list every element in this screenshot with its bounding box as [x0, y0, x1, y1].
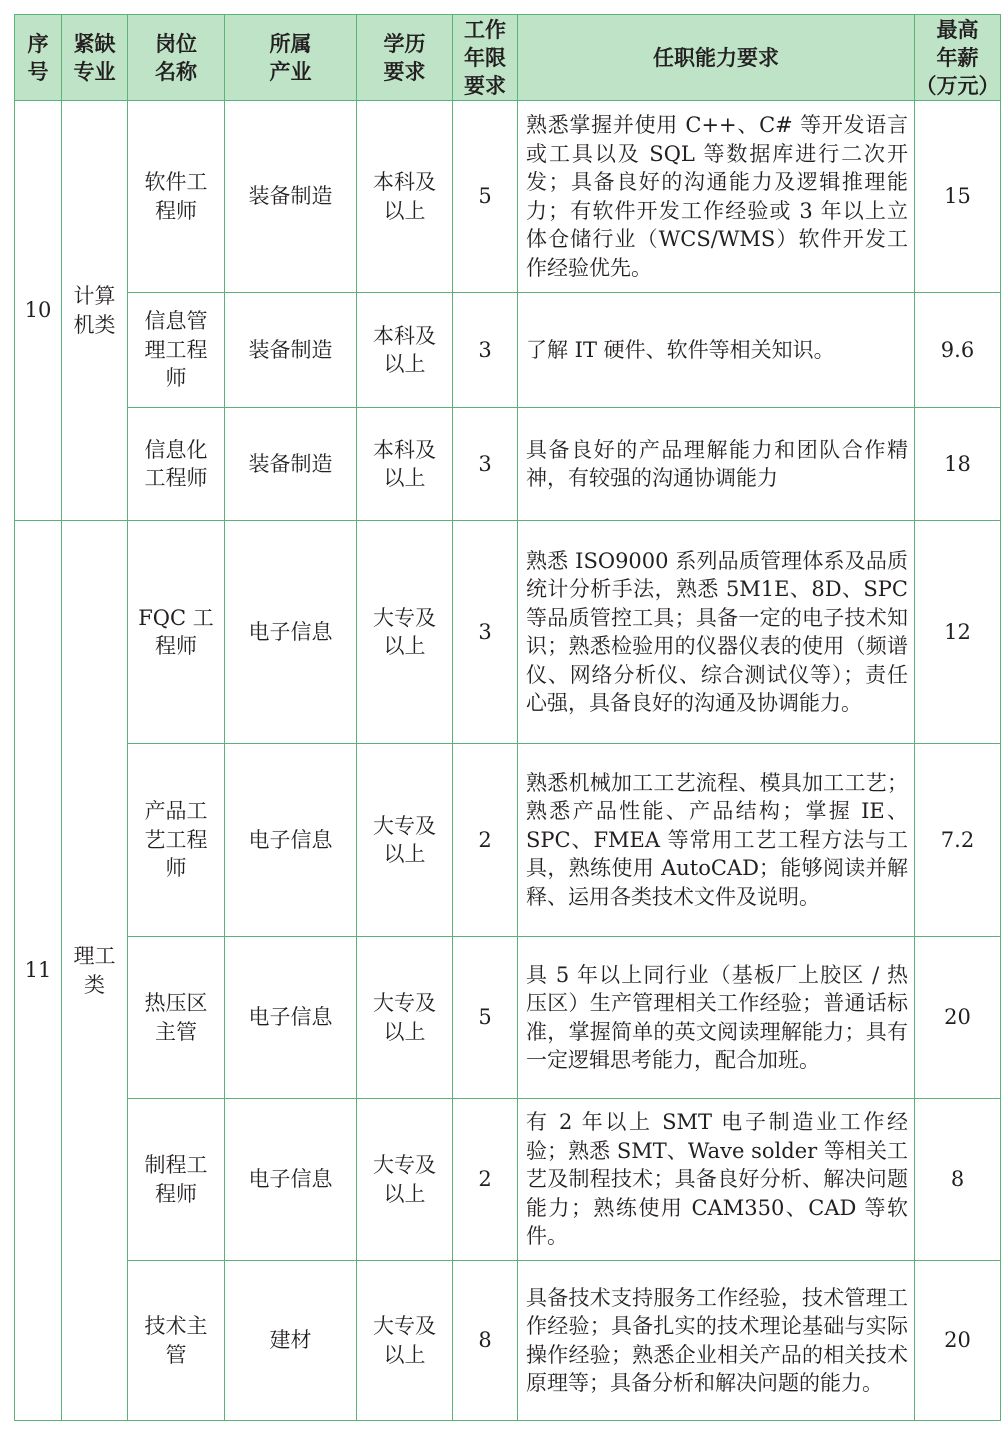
requirements-cell: 了解 IT 硬件、软件等相关知识。 — [518, 293, 915, 408]
years-cell: 3 — [453, 408, 518, 521]
major-cell: 计算 机类 — [62, 101, 128, 521]
years-cell: 5 — [453, 101, 518, 293]
table-row — [15, 744, 1001, 937]
salary-cell: 7.2 — [915, 744, 1001, 937]
table-row — [15, 521, 1001, 744]
industry-cell: 建材 — [225, 1261, 357, 1421]
industry-cell: 电子信息 — [225, 521, 357, 744]
salary-cell: 12 — [915, 521, 1001, 744]
salary-cell: 8 — [915, 1099, 1001, 1261]
education-cell: 大专及 以上 — [357, 1099, 453, 1261]
requirements-cell: 熟悉机械加工工艺流程、模具加工工艺；熟悉产品性能、产品结构；掌握 IE、SPC、FMEA 等常用工艺工程方法与工具，熟练使用 AutoCAD；能够阅读并解释、运用各类技术文件及说明。 — [518, 744, 915, 937]
header-position: 岗位 名称 — [128, 15, 225, 101]
years-cell: 2 — [453, 744, 518, 937]
header-industry: 所属 产业 — [225, 15, 357, 101]
header-major: 紧缺 专业 — [62, 15, 128, 101]
years-cell: 3 — [453, 293, 518, 408]
years-cell: 5 — [453, 937, 518, 1099]
industry-cell: 装备制造 — [225, 293, 357, 408]
seq-cell: 11 — [15, 521, 62, 1421]
years-cell: 2 — [453, 1099, 518, 1261]
requirements-cell: 有 2 年以上 SMT 电子制造业工作经验；熟悉 SMT、Wave solder 等相关工艺及制程技术；具备良好分析、解决问题能力；熟练使用 CAM350、CAD 等软件。 — [518, 1099, 915, 1261]
job-requirements-table — [14, 14, 1001, 1421]
requirements-cell: 熟悉掌握并使用 C++、C# 等开发语言或工具以及 SQL 等数据库进行二次开发；具备良好的沟通能力及逻辑推理能力；有软件开发工作经验或 3 年以上立体仓储行业（WCS/WMS）软件开发工作经验优先。 — [518, 101, 915, 293]
education-cell: 本科及 以上 — [357, 408, 453, 521]
salary-cell: 15 — [915, 101, 1001, 293]
table-row — [15, 937, 1001, 1099]
header-years: 工作 年限 要求 — [453, 15, 518, 101]
salary-cell: 9.6 — [915, 293, 1001, 408]
industry-cell: 电子信息 — [225, 1099, 357, 1261]
requirements-cell: 具 5 年以上同行业（基板厂上胶区 / 热压区）生产管理相关工作经验；普通话标准，掌握简单的英文阅读理解能力；具有一定逻辑思考能力，配合加班。 — [518, 937, 915, 1099]
table-row — [15, 293, 1001, 408]
seq-cell: 10 — [15, 101, 62, 521]
requirements-cell: 熟悉 ISO9000 系列品质管理体系及品质统计分析手法，熟悉 5M1E、8D、SPC 等品质管控工具；具备一定的电子技术知识；熟悉检验用的仪器仪表的使用（频谱仪、网络分析仪、综合测试仪等）；责任心强，具备良好的沟通及协调能力。 — [518, 521, 915, 744]
position-cell: 信息化 工程师 — [128, 408, 225, 521]
education-cell: 本科及 以上 — [357, 101, 453, 293]
requirements-cell: 具备技术支持服务工作经验，技术管理工作经验；具备扎实的技术理论基础与实际操作经验；熟悉企业相关产品的相关技术原理等；具备分析和解决问题的能力。 — [518, 1261, 915, 1421]
education-cell: 大专及 以上 — [357, 937, 453, 1099]
header-seq: 序 号 — [15, 15, 62, 101]
header-education: 学历 要求 — [357, 15, 453, 101]
position-cell: 热压区 主管 — [128, 937, 225, 1099]
industry-cell: 装备制造 — [225, 408, 357, 521]
industry-cell: 装备制造 — [225, 101, 357, 293]
years-cell: 3 — [453, 521, 518, 744]
industry-cell: 电子信息 — [225, 744, 357, 937]
years-cell: 8 — [453, 1261, 518, 1421]
table-row — [15, 408, 1001, 521]
salary-cell: 20 — [915, 1261, 1001, 1421]
table-header-row — [15, 15, 1001, 101]
education-cell: 大专及 以上 — [357, 744, 453, 937]
education-cell: 本科及 以上 — [357, 293, 453, 408]
header-salary: 最高 年薪 （万元） — [915, 15, 1001, 101]
salary-cell: 18 — [915, 408, 1001, 521]
table-row — [15, 1099, 1001, 1261]
position-cell: 制程工 程师 — [128, 1099, 225, 1261]
salary-cell: 20 — [915, 937, 1001, 1099]
education-cell: 大专及 以上 — [357, 521, 453, 744]
position-cell: 软件工 程师 — [128, 101, 225, 293]
industry-cell: 电子信息 — [225, 937, 357, 1099]
position-cell: FQC 工 程师 — [128, 521, 225, 744]
header-requirements: 任职能力要求 — [518, 15, 915, 101]
position-cell: 技术主 管 — [128, 1261, 225, 1421]
position-cell: 信息管 理工程 师 — [128, 293, 225, 408]
table-row — [15, 101, 1001, 293]
position-cell: 产品工 艺工程 师 — [128, 744, 225, 937]
education-cell: 大专及 以上 — [357, 1261, 453, 1421]
requirements-cell: 具备良好的产品理解能力和团队合作精神，有较强的沟通协调能力 — [518, 408, 915, 521]
table-row — [15, 1261, 1001, 1421]
major-cell: 理工 类 — [62, 521, 128, 1421]
